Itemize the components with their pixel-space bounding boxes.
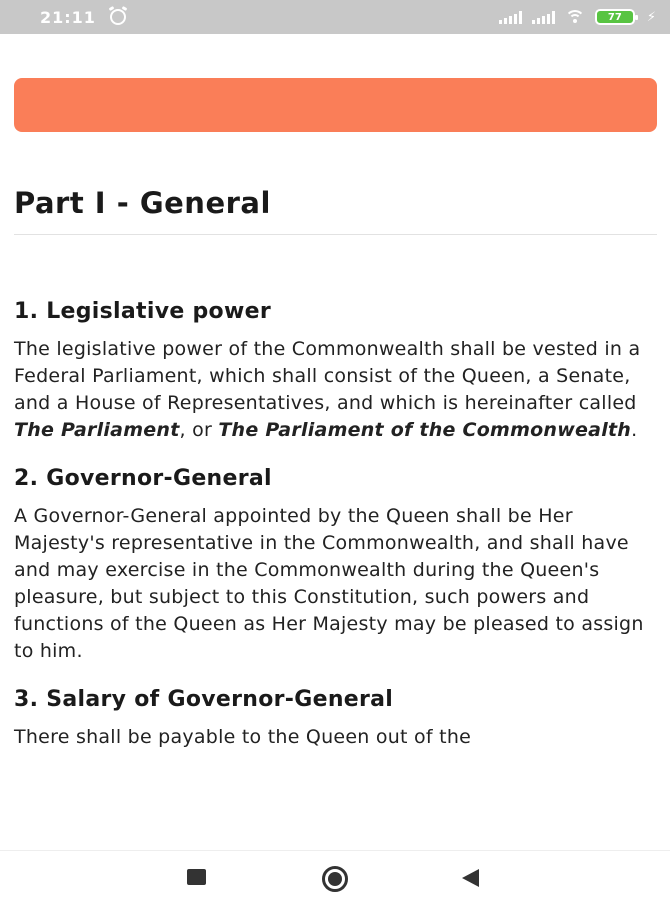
article-section xyxy=(14,463,657,665)
signal-icon xyxy=(499,11,522,24)
article-content xyxy=(14,180,657,770)
section-body xyxy=(14,724,657,751)
wifi-icon xyxy=(565,10,585,24)
article-section xyxy=(14,684,657,751)
body-text: The legislative power of the Commonwealth shall be vested in a Federal Parliament, which shall consist of the Queen, a Senate, and a House of Representatives, and which is hereinafter called xyxy=(14,338,641,414)
body-text: A Governor-General appointed by the Queen shall be Her Majesty's representative in the Commonwealth, and shall have and may exercise in the Commonwealth during the Queen's pleasure, but subject to this Constitution, such powers and functions of the Queen as Her Majesty may be pleased to assign to him. xyxy=(14,505,644,662)
page-title: Part I - General xyxy=(14,186,271,220)
article-section xyxy=(14,296,657,444)
section-heading: 3. Salary of Governor-General xyxy=(14,687,394,712)
status-time: 21:11 xyxy=(40,7,96,27)
alarm-icon xyxy=(110,9,126,25)
battery-icon: 77 xyxy=(595,9,635,25)
signal-icon-2 xyxy=(532,11,555,24)
header-banner xyxy=(14,78,657,132)
navigation-bar xyxy=(0,850,670,900)
section-heading: 1. Legislative power xyxy=(14,299,271,324)
charging-bolt-icon: ⚡ xyxy=(646,9,656,25)
section-body xyxy=(14,503,657,665)
body-text: . xyxy=(631,419,638,441)
body-text: There shall be payable to the Queen out of the xyxy=(14,726,472,748)
emphasized-text: The Parliament of the Commonwealth xyxy=(218,419,632,441)
recents-square-icon[interactable] xyxy=(187,869,206,885)
section-heading: 2. Governor-General xyxy=(14,466,272,491)
back-triangle-icon[interactable] xyxy=(462,869,479,887)
body-text: , or xyxy=(179,419,219,441)
section-list xyxy=(14,296,657,751)
status-icons xyxy=(499,9,656,25)
section-body xyxy=(14,336,657,444)
title-divider xyxy=(14,234,657,235)
status-bar xyxy=(0,0,670,34)
home-circle-icon[interactable] xyxy=(322,866,348,892)
emphasized-text: The Parliament xyxy=(14,419,180,441)
